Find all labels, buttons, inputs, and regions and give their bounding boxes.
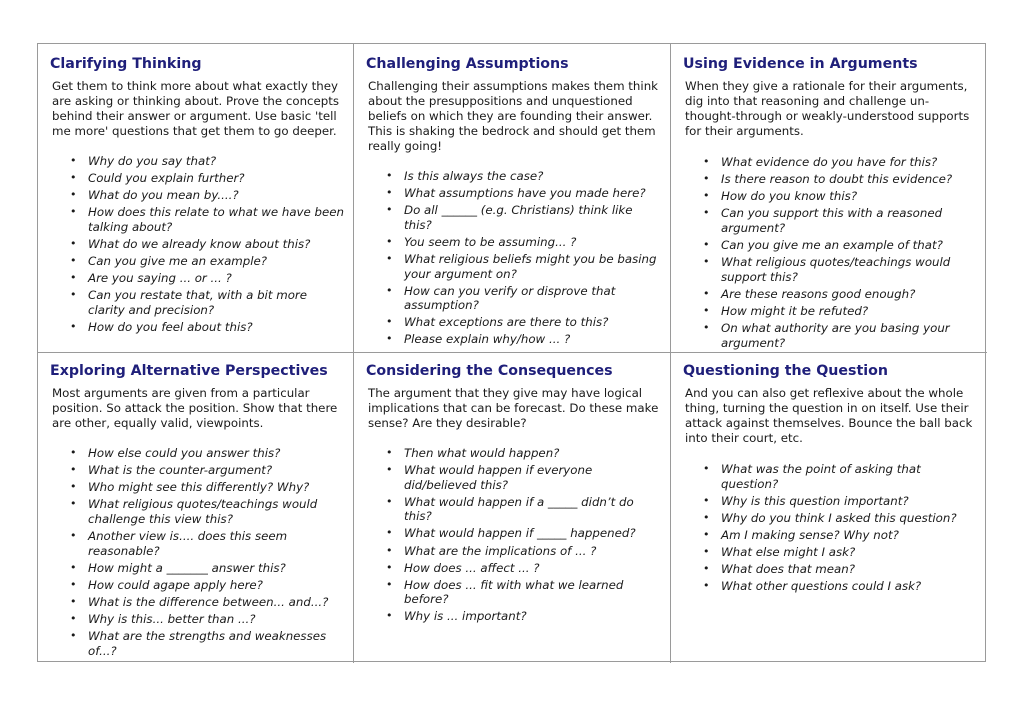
list-item: • What religious quotes/teachings would support this? bbox=[683, 255, 979, 284]
question-list bbox=[50, 154, 345, 335]
list-item: • How does this relate to what we have been talking about? bbox=[50, 205, 345, 234]
list-item: • What assumptions have you made here? bbox=[366, 186, 662, 201]
section-intro: Challenging their assumptions makes them think about the presuppositions and unquestioned beliefs on which they are founding their answer. This is shaking the bedrock and should get them really going! bbox=[368, 79, 658, 153]
section-intro: Get them to think more about what exactly they are asking or thinking about. Prove the concepts behind their answer or argument. Use basic 'tell me more' questions that get them to go deeper. bbox=[52, 79, 340, 138]
cell-clarifying-thinking bbox=[38, 44, 354, 353]
list-item: • Why is this question important? bbox=[683, 494, 979, 509]
list-item: • Am I making sense? Why not? bbox=[683, 528, 979, 543]
list-item: • Can you restate that, with a bit more clarity and precision? bbox=[50, 288, 345, 317]
list-item: • Another view is.... does this seem reasonable? bbox=[50, 529, 345, 558]
question-list bbox=[683, 462, 979, 594]
list-item: • What other questions could I ask? bbox=[683, 579, 979, 594]
section-title: Questioning the Question bbox=[683, 363, 888, 379]
list-item: • What do you mean by....? bbox=[50, 188, 345, 203]
section-intro: And you can also get reflexive about the whole thing, turning the question in on itself. Use their attack against themselves. Bounce the ball back into their court, etc. bbox=[685, 386, 973, 445]
cell-questioning-the-question bbox=[671, 353, 987, 663]
list-item: • What is the counter-argument? bbox=[50, 463, 345, 478]
list-item: • What religious beliefs might you be basing your argument on? bbox=[366, 252, 662, 281]
section-intro: When they give a rationale for their arguments, dig into that reasoning and challenge un-thought-through or weakly-understood supports for their arguments. bbox=[685, 79, 970, 138]
section-title: Using Evidence in Arguments bbox=[683, 56, 918, 72]
list-item: • Then what would happen? bbox=[366, 446, 662, 461]
list-item: • Are these reasons good enough? bbox=[683, 287, 979, 302]
section-intro: The argument that they give may have logical implications that can be forecast. Do these make sense? Are they desirable? bbox=[368, 386, 659, 430]
list-item: • What are the strengths and weaknesses of...? bbox=[50, 629, 345, 658]
list-item: • How could agape apply here? bbox=[50, 578, 345, 593]
section-title: Exploring Alternative Perspectives bbox=[50, 363, 328, 379]
list-item: • How does ... affect ... ? bbox=[366, 561, 662, 576]
list-item: • What was the point of asking that question? bbox=[683, 462, 979, 491]
section-title: Clarifying Thinking bbox=[50, 56, 202, 72]
list-item: • How might it be refuted? bbox=[683, 304, 979, 319]
list-item: • Why do you think I asked this question? bbox=[683, 511, 979, 526]
list-item: • What else might I ask? bbox=[683, 545, 979, 560]
list-item: • Please explain why/how ... ? bbox=[366, 332, 662, 347]
list-item: • What exceptions are there to this? bbox=[366, 315, 662, 330]
cell-exploring-alternative-perspectives bbox=[38, 353, 354, 663]
list-item: • Can you give me an example of that? bbox=[683, 238, 979, 253]
cell-challenging-assumptions bbox=[354, 44, 671, 353]
list-item: • Why is ... important? bbox=[366, 609, 662, 624]
list-item: • Can you give me an example? bbox=[50, 254, 345, 269]
list-item: • What does that mean? bbox=[683, 562, 979, 577]
section-title: Challenging Assumptions bbox=[366, 56, 569, 72]
list-item: • How might a _______ answer this? bbox=[50, 561, 345, 576]
question-grid bbox=[37, 43, 986, 662]
question-list bbox=[366, 446, 662, 624]
list-item: • How does ... fit with what we learned before? bbox=[366, 578, 662, 607]
list-item: • What religious quotes/teachings would challenge this view this? bbox=[50, 497, 345, 526]
list-item: • How do you know this? bbox=[683, 189, 979, 204]
list-item: • What evidence do you have for this? bbox=[683, 155, 979, 170]
list-item: • Is this always the case? bbox=[366, 169, 662, 184]
list-item: • Why do you say that? bbox=[50, 154, 345, 169]
list-item: • What is the difference between... and...? bbox=[50, 595, 345, 610]
question-list bbox=[50, 446, 345, 658]
cell-using-evidence bbox=[671, 44, 987, 353]
list-item: • How can you verify or disprove that assumption? bbox=[366, 284, 662, 313]
question-list bbox=[366, 169, 662, 347]
list-item: • Can you support this with a reasoned argument? bbox=[683, 206, 979, 235]
list-item: • What would happen if _____ happened? bbox=[366, 526, 662, 541]
list-item: • On what authority are you basing your argument? bbox=[683, 321, 979, 350]
list-item: • How else could you answer this? bbox=[50, 446, 345, 461]
list-item: • Could you explain further? bbox=[50, 171, 345, 186]
list-item: • You seem to be assuming... ? bbox=[366, 235, 662, 250]
cell-considering-the-consequences bbox=[354, 353, 671, 663]
list-item: • What are the implications of ... ? bbox=[366, 544, 662, 559]
section-title: Considering the Consequences bbox=[366, 363, 613, 379]
list-item: • Are you saying ... or ... ? bbox=[50, 271, 345, 286]
list-item: • What would happen if a _____ didn’t do this? bbox=[366, 495, 662, 524]
list-item: • Is there reason to doubt this evidence? bbox=[683, 172, 979, 187]
list-item: • How do you feel about this? bbox=[50, 320, 345, 335]
list-item: • What do we already know about this? bbox=[50, 237, 345, 252]
list-item: • Why is this... better than ...? bbox=[50, 612, 345, 627]
list-item: • What would happen if everyone did/believed this? bbox=[366, 463, 662, 492]
list-item: • Do all ______ (e.g. Christians) think like this? bbox=[366, 203, 662, 232]
question-list bbox=[683, 155, 979, 350]
section-intro: Most arguments are given from a particular position. So attack the position. Show that there are other, equally valid, viewpoints. bbox=[52, 386, 338, 430]
list-item: • Who might see this differently? Why? bbox=[50, 480, 345, 495]
